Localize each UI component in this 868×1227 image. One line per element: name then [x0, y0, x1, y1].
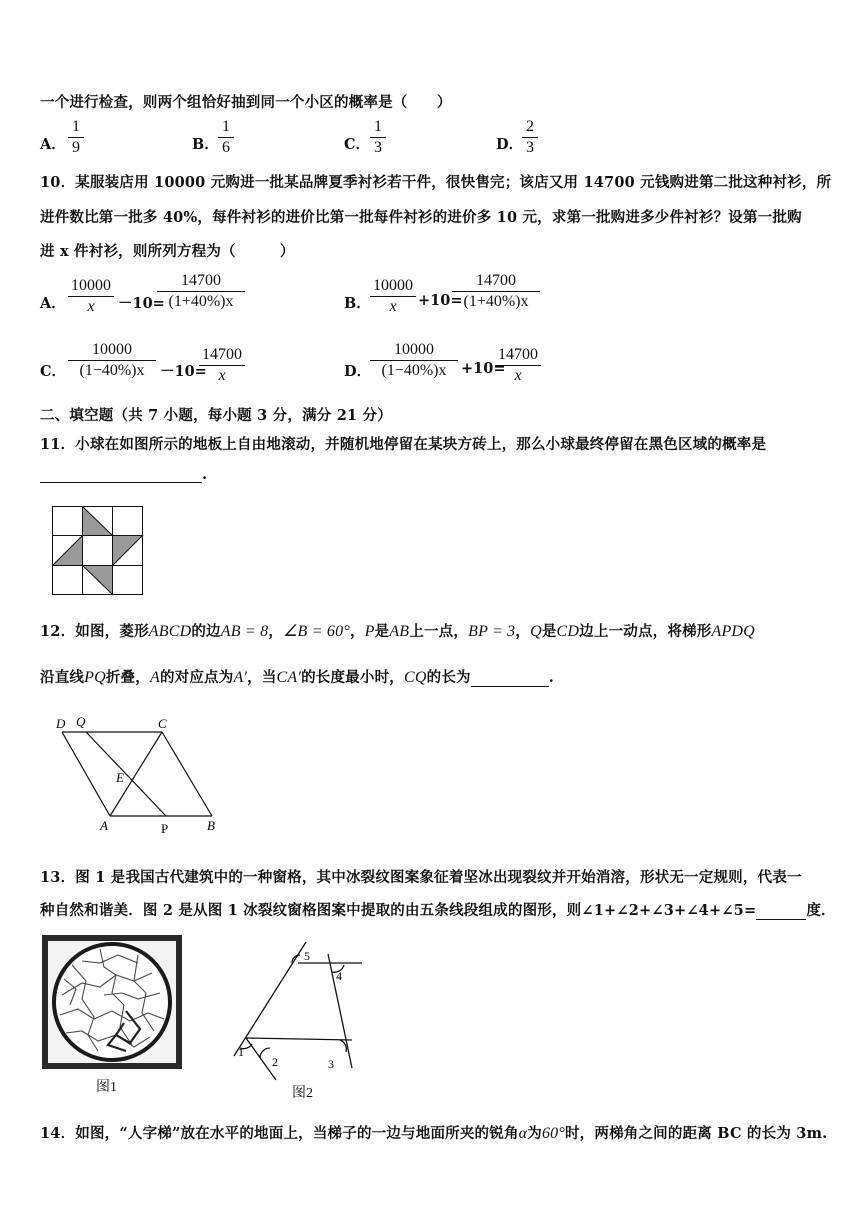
- q11-grid: [53, 507, 143, 595]
- q12-side-cb: [162, 732, 212, 816]
- q10-option-b-label: B．: [344, 295, 371, 312]
- q11-answer-blank[interactable]: [40, 466, 202, 483]
- q10-option-d-label: D．: [344, 363, 372, 380]
- q10-option-c-right-fraction: 14700 x: [199, 346, 245, 385]
- q11-shaded-top: [83, 507, 113, 536]
- q9-option-d-label: D．: [496, 136, 524, 153]
- q9-option-d-fraction: 2 3: [522, 118, 538, 157]
- q12-label-e: E: [116, 770, 124, 785]
- q13-line-1: 13．图 1 是我国古代建筑中的一种窗格，其中冰裂纹图案象征着坚冰出现裂纹并开始消溶，形状无一定规则，代表一: [40, 869, 802, 886]
- q11-line-1: 11．小球在如图所示的地板上自由地滚动，并随机地停留在某块方砖上，那么小球最终停留在黑色区域的概率是: [40, 436, 767, 453]
- q13-line-2: 种自然和谐美．图 2 是从图 1 冰裂纹窗格图案中提取的由五条线段组成的图形，则∠1+∠2+∠3+∠4+∠5= 度．: [40, 902, 836, 919]
- q10-option-d-right-fraction: 14700 x: [495, 346, 541, 385]
- q12-label-d: D: [56, 716, 66, 731]
- q10-option-a-label: A．: [40, 295, 66, 312]
- q11-floor-figure: [52, 506, 144, 596]
- q13-fig2-caption-text: 图2: [292, 1086, 313, 1101]
- q11-answer-line: .: [40, 466, 207, 483]
- q10-option-a-right-fraction: 14700 (1+40%)x: [157, 272, 245, 311]
- q10-option-a-left-fraction: 10000 x: [68, 277, 114, 316]
- q9-option-c-label: C．: [344, 136, 371, 153]
- q9-option-a-fraction: 1 9: [68, 118, 84, 157]
- q11-shaded-right: [113, 536, 143, 566]
- q13-figure-2-angles: [220, 940, 370, 1085]
- q9-option-a-label: A．: [40, 136, 66, 153]
- q11-shaded-triangles: [53, 507, 143, 595]
- q12-answer-blank[interactable]: [471, 670, 549, 687]
- q9-option-c-fraction: 1 3: [370, 118, 386, 157]
- q13-fig2-bottom: [246, 1038, 352, 1040]
- q13-angle-label-1: 1: [238, 1045, 244, 1059]
- q10-option-c-operator: －10=: [160, 363, 207, 380]
- q10-option-a-operator: －10=: [118, 295, 165, 312]
- q10-line-1: 10．某服装店用 10000 元购进一批某品牌夏季衬衫若干件，很快售完；该店又用 14700 元钱购进第二批这种衬衫，所: [40, 174, 832, 191]
- section-2-heading: 二、填空题（共 7 小题，每小题 3 分，满分 21 分）: [40, 407, 392, 424]
- q10-option-d-left-fraction: 10000 (1−40%)x: [370, 341, 458, 380]
- q13-angle-label-5: 5: [304, 949, 310, 963]
- q10-option-b-operator: +10=: [418, 292, 463, 309]
- q10-line-2: 进件数比第一批多 40%，每件衬衫的进价比第一批每件衬衫的进价多 10 元，求第一批购进多少件衬衫？设第一批购: [40, 209, 802, 226]
- q13-fig1-caption-text: 图1: [96, 1080, 117, 1095]
- q12-line-2: 沿直线PQ折叠，A的对应点为A′，当CA′的长度最小时，CQ的长为 .: [40, 669, 554, 686]
- q12-label-a: A: [100, 818, 108, 833]
- q12-rhombus-figure: [50, 712, 230, 836]
- q13-angle-label-3: 3: [328, 1057, 334, 1071]
- q10-option-b-right-fraction: 14700 (1+40%)x: [452, 272, 540, 311]
- q12-label-b: B: [207, 818, 215, 833]
- q10-line-3: 进 x 件衬衫，则所列方程为（ ）: [40, 243, 295, 260]
- q14-line-1: 14．如图，“人字梯”放在水平的地面上，当梯子的一边与地面所夹的锐角α为60°时，两梯角之间的距离 BC 的长为 3m.: [40, 1125, 828, 1142]
- q12-line-1: 12．如图，菱形ABCD的边AB = 8，∠B = 60°，P是AB上一点，BP = 3，Q是CD边上一动点，将梯形APDQ: [40, 623, 755, 640]
- q10-option-b-left-fraction: 10000 x: [370, 277, 416, 316]
- q12-label-c: C: [158, 716, 167, 731]
- q13-answer-blank[interactable]: [756, 903, 806, 920]
- q13-arc-2: [260, 1048, 270, 1058]
- q10-option-d-operator: +10=: [461, 360, 506, 377]
- q10-option-c-left-fraction: 10000 (1−40%)x: [68, 341, 156, 380]
- q9-option-b-fraction: 1 6: [218, 118, 234, 157]
- q9-stem: 一个进行检查，则两个组恰好抽到同一个小区的概率是（ ）: [40, 94, 452, 111]
- q12-side-da: [62, 732, 110, 816]
- q11-shaded-bottom: [83, 566, 113, 595]
- q13-figure-1-window-lattice: [42, 935, 184, 1075]
- q10-option-c-label: C．: [40, 363, 67, 380]
- q12-label-q: Q: [76, 714, 86, 729]
- q9-option-b-label: B．: [192, 136, 219, 153]
- q13-angle-label-2: 2: [272, 1055, 278, 1069]
- q13-arc-3: [340, 1040, 346, 1052]
- q13-angle-label-4: 4: [336, 969, 342, 983]
- q12-label-p: P: [161, 821, 169, 836]
- q11-shaded-left: [53, 536, 83, 566]
